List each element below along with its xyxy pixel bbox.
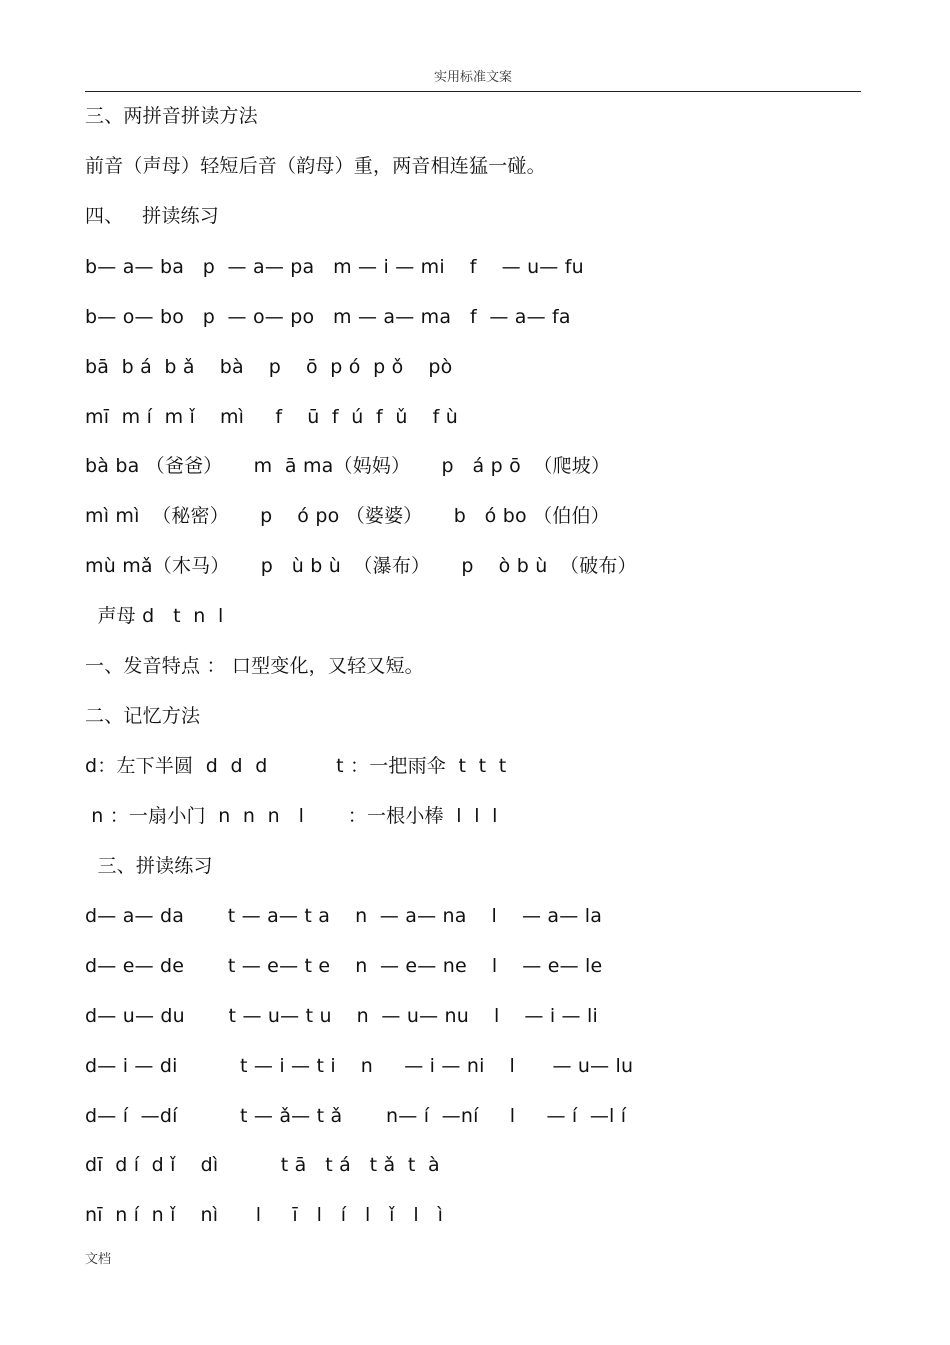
text-line: d— í —dí t — ǎ— t ǎ n— í —ní l — í —l í (85, 1105, 627, 1127)
section-heading: 三、两拼音拼读方法 (85, 105, 258, 127)
text-line: b— a— ba p — a— pa m — i — mi f — u— fu (85, 256, 584, 278)
section-heading: 四、 拼读练习 (85, 205, 219, 227)
text-line: mù mǎ（木马） p ù b ù （瀑布） p ò b ù （破布） (85, 555, 637, 577)
text-line: nī n í n ǐ nì l ī l í l ǐ l ì (85, 1204, 444, 1226)
text-line: mī m í m ǐ mì f ū f ú f ǔ f ù (85, 406, 458, 428)
section-heading: 三、拼读练习 (85, 855, 213, 877)
text-line: mì mì （秘密） p ó po （婆婆） b ó bo （伯伯） (85, 505, 610, 527)
text-line: 前音（声母）轻短后音（韵母）重，两音相连猛一碰。 (85, 155, 546, 177)
header-rule (85, 91, 861, 92)
text-line: d— i — di t — i — t i n — i — ni l — u— lu (85, 1055, 634, 1077)
text-line: d— a— da t — a— t a n — a— na l — a— la (85, 905, 603, 927)
text-line: d：左下半圆 d d d t ：一把雨伞 t t t (85, 755, 507, 777)
text-line: 一、发音特点 ： 口型变化，又轻又短。 (85, 655, 424, 677)
page-header: 实用标准文案 (433, 70, 512, 85)
text-line: b— o— bo p — o— po m — a— ma f — a— fa (85, 306, 571, 328)
text-line: d— e— de t — e— t e n — e— ne l — e— le (85, 955, 603, 977)
text-line: bā b á b ǎ bà p ō p ó p ǒ pò (85, 356, 453, 378)
text-line: d— u— du t — u— t u n — u— nu l — i — li (85, 1005, 598, 1027)
text-line: dī d í d ǐ dì t ā t á t ǎ t à (85, 1154, 440, 1176)
text-line: n ：一扇小门 n n n l ：一根小棒 l l l (85, 805, 498, 827)
section-heading: 二、记忆方法 (85, 705, 201, 727)
text-line: bà ba （爸爸） m ā ma（妈妈） p á p ō （爬坡） (85, 455, 611, 477)
section-heading: 声母 d t n l (85, 605, 224, 627)
page-footer: 文档 (85, 1252, 112, 1267)
